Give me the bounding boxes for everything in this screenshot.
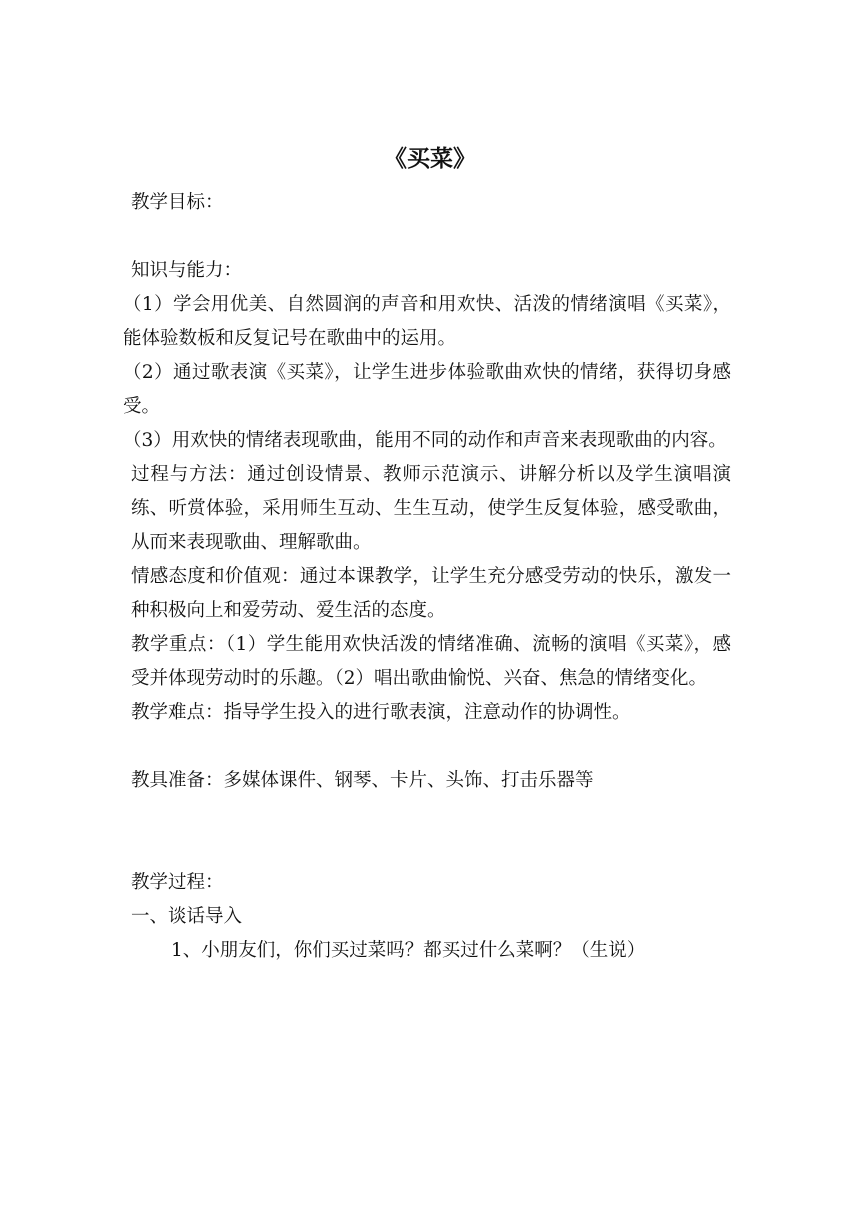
difficulty-paragraph: 教学难点：指导学生投入的进行歌表演，注意动作的协调性。	[131, 702, 631, 723]
objective-item-3: （3）用欢快的情绪表现歌曲，能用不同的动作和声音来表现歌曲的内容。	[123, 430, 727, 451]
process-method-paragraph: 过程与方法：通过创设情景、教师示范演示、讲解分析以及学生演唱演练、听赏体验，采用师生互动、生生互动，使学生反复体验，感受歌曲，从而来表现歌曲、理解歌曲。	[131, 464, 731, 553]
document-body	[123, 186, 731, 968]
blank-lines	[131, 798, 731, 866]
knowledge-heading: 知识与能力：	[131, 260, 243, 281]
objective-item-2: （2）通过歌表演《买菜》，让学生进步体验歌曲欢快的情绪，获得切身感受。	[123, 362, 731, 417]
page-title: 《买菜》	[384, 146, 476, 172]
materials-paragraph: 教具准备：多媒体课件、钢琴、卡片、头饰、打击乐器等	[131, 770, 594, 791]
blank-line	[131, 730, 731, 764]
blank-line	[131, 220, 731, 254]
objective-item-1: （1）学会用优美、自然圆润的声音和用欢快、活泼的情绪演唱《买菜》，能体验数板和反复记号在歌曲中的运用。	[123, 294, 731, 349]
emotion-paragraph: 情感态度和价值观：通过本课教学，让学生充分感受劳动的快乐，激发一种积极向上和爱劳动、爱生活的态度。	[131, 566, 731, 621]
key-points-paragraph: 教学重点：（1）学生能用欢快活泼的情绪准确、流畅的演唱《买菜》，感受并体现劳动时的乐趣。（2）唱出歌曲愉悦、兴奋、焦急的情绪变化。	[131, 634, 731, 689]
step-item-1: 1、小朋友们，你们买过菜吗？都买过什么菜啊？（生说）	[171, 940, 646, 961]
objectives-heading: 教学目标：	[131, 192, 224, 213]
process-heading: 教学过程：	[131, 872, 224, 893]
section-heading-1: 一、谈话导入	[131, 906, 243, 927]
